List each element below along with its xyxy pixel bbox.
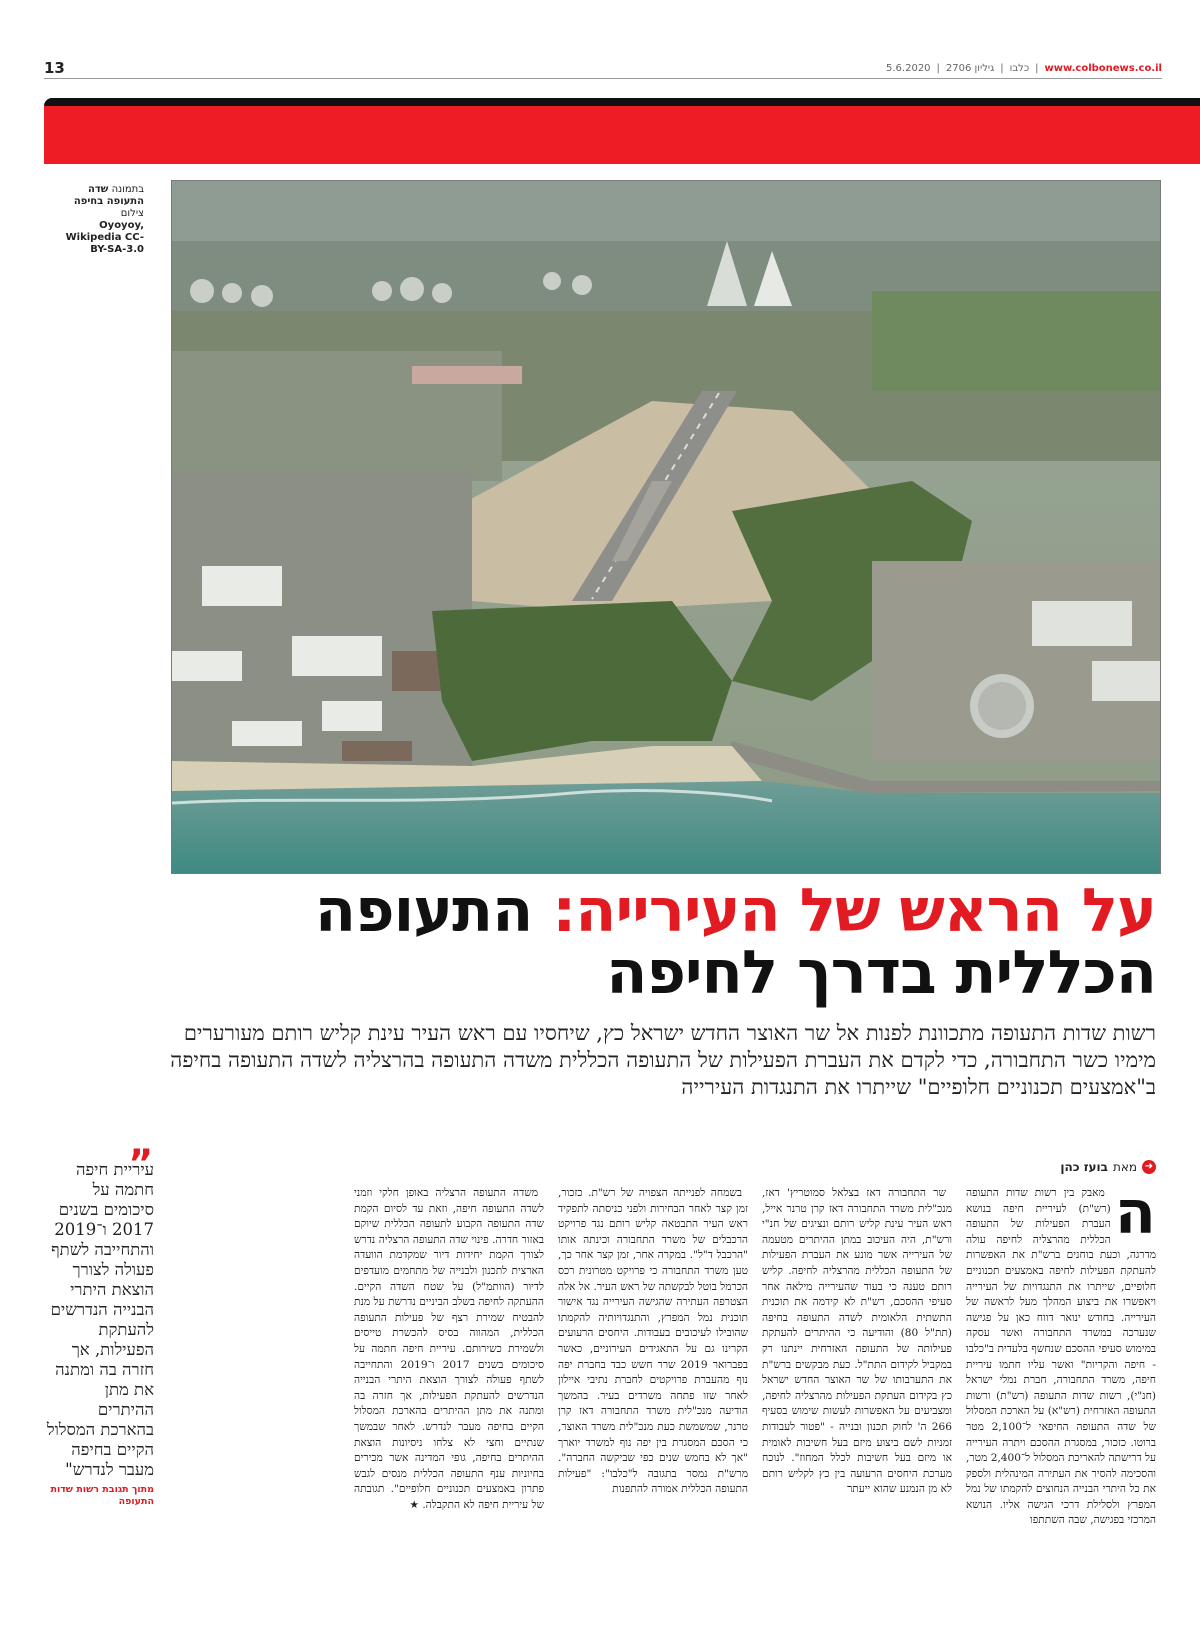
- article-text: שר התחבורה דאז בצלאל סמוטריץ' דאז, מנכ"לית משרד התחבורה דאז קרן טרנר אייל, ראש העיר עינת קליש רותם ונציגים של חנ"י ורש"ת, היה העיכוב במתן ההיתרים מטעמה של העירייה אשר מונע את העברת הפעילות של התעופה הכללית מהרצליה לחיפה. קליש רותם טענה כי בעוד שהעירייה מילאה אחר סעיפי ההסכם, רש"ת לא קידמה את תוכנית התשתית הלאומית לשדה התעופה בחיפה (תת"ל 80) והודיעה כי ההיתרים להעתקת פעילותה של התעופה האזרחית יינתנו רק במקביל לקידום התת"ל. כעת מבקשים ברש"ת את התערבותו של שר האוצר החדש ישראל כץ בקידום העתקת הפעילות מהרצליה לחיפה, ומצביעים על האפשרות לעשות שימוש בסעיף 266 ה' לחוק תכנון ובנייה - "פטור לעבודות זמניות לשם ביצוע מיזם בעל חשיבות לאומית או מיזם בעל חשיבות לכלל המחוז". לנוכח מערכת היחסים הרעועה בין כץ לקליש רותם לא מן הנמנע שהוא ייעתר: [762, 1187, 952, 1496]
- credit-subject: שדה התעופה בחיפה: [73, 184, 144, 207]
- byline-prefix: מאת: [1112, 1160, 1137, 1174]
- dropcap: ה: [1114, 1186, 1156, 1248]
- pullquote: [44, 1121, 154, 1508]
- article-text: מאבק בין רשות שדות התעופה (רש"ת) לעיריית חיפה בנושא העברת הפעילות של התעופה הכללית מהרצליה לחיפה עולה מדרגה, וכעת בוחנים ברש"ת את האפשרות להעתקת הפעילות לחיפה באמצעים תכנוניים חלופיים, שייתרו את התנגדויות של העירייה ויאפשרו את ביצוע המהלך מעל לראשה של העירייה. בחודש ינואר דווח כאן על פגישה שנערכה במשרד התחבורה ואשר עסקה במימוש סעיפי ההסכם שנחשף בלעדית ב"כלבו - חיפה והקריות" ואשר עליו חתמו עיריית חיפה, משרד התחבורה, חברת נמלי ישראל (חנ"י), רשות שדות התעופה (רש"ת) ורשות התעופה האזרחית (רש"א) על הארכת המסלול של שדה התעופה החיפאי ל־2,100 מטר ברוטו. כזכור, במסגרת ההסכם ויתרה העירייה על דרישתה להאריכת המסלול ל־2,400 מטר, והסכימה להסיר את העתירה המינהלית ולספק את כל היתרי הבנייה הנחוצים להקמתו של נמל המפרץ ולסלילת דרכי הגישה אליו. הנושא המרכזי בפגישה, שבה השתתפו: [966, 1187, 1156, 1527]
- credit-label: צילום: [120, 208, 144, 219]
- article-body: [146, 1186, 1156, 1616]
- site-link[interactable]: www.colbonews.co.il: [1044, 62, 1162, 74]
- black-band: [44, 98, 1200, 106]
- credit-author: Oyoyoy,: [99, 220, 144, 231]
- issue-number: גיליון 2706: [945, 62, 995, 74]
- photo-credit: [54, 184, 144, 256]
- byline-author: בועז כהן: [1060, 1160, 1108, 1174]
- headline-black-1: התעופה: [314, 876, 533, 946]
- article-column-2: [762, 1186, 952, 1616]
- article-column-4: [354, 1186, 544, 1616]
- article-column-3: [558, 1186, 748, 1616]
- pullquote-source: מתוך תגובת רשות שדות התעופה: [50, 1484, 154, 1507]
- headline: [156, 876, 1156, 1008]
- red-band: [44, 106, 1200, 164]
- headline-red: על הראש של העירייה:: [552, 876, 1156, 946]
- byline-arrow-icon: ➜: [1142, 1160, 1156, 1174]
- subhead: רשות שדות התעופה מתכוונת לפנות אל שר האוצר החדש ישראל כץ, שיחסיו עם ראש העיר עינת קליש רותם מעורערים מימיו כשר התחבורה, כדי לקדם את העברת הפעילות של התעופה הכללית משדה התעופה בהרצליה לשדה התעופה בחיפה ב"אמצעים תכנוניים חלופיים" שייתרו את התנגדות העירייה: [170, 1021, 1156, 1099]
- issue-date: 5.6.2020: [886, 62, 931, 74]
- credit-prefix: בתמונה: [111, 184, 144, 195]
- aerial-photo: [171, 180, 1161, 874]
- article-text: בשמחה לפנייתה הצפויה של רש"ת. כזכור, זמן קצר לאחר הבחירות ולפני כניסתה לתפקיד ראש העיר התבטאה קליש רותם נגד פרויקט הרכבלים של משרד התחבורה וכינתה אותו "הרכבל ד"ל". במקרה אחר, זמן קצר אחר כך, טען משרד התחבורה כי פרויקט מטרונית רכס הכרמל בוטל לבקשתה של ראש העיר. אל אלה הצטרפה העתירה שהגישה העירייה נגד אישור תוכנית נמל המפרץ, והתנגדויותיה להקמתו שהובילו לעיכובים בעבודות. היחסים הרעועים הקרינו גם על התאגידים העירוניים, כאשר בפברואר 2019 שרר חשש כבד בחברת יפה נוף מהעברת פרויקטים לחברת נתיבי איילון לאחר שזו פתחה משרדים בעיר. בהמשך הודיעה מנכ"לית משרד התחבורה דאז קרן טרנר, שמשמשת כעת מנכ"לית משרד האוצר, כי הסכם המסגרת בין יפה נוף למשרד יוארך "אך לא בחמש שנים כפי שביקשה החברה". מרש"ת נמסר בתגובה ל"כלבו": "פעילות התעופה הכללית אמורה להתפנות: [558, 1187, 748, 1496]
- pullquote-text: עיריית חיפה חתמה על סיכומים בשנים 2017 ו־2019 והתחייבה לשתף פעולה לצורך הוצאת היתרי הבנייה הנדרשים להעתקת הפעילות, אך חזרה בה ומתנה את מתן ההיתרים בהארכת המסלול הקיים בחיפה מעבר לנדרש": [46, 1160, 154, 1479]
- byline: [1060, 1160, 1156, 1174]
- headline-black-2: הכללית בדרך לחיפה: [606, 938, 1156, 1008]
- publication-name: כלבו: [1009, 62, 1030, 74]
- quote-mark-icon: „: [129, 1121, 154, 1165]
- page-header: [44, 58, 1162, 79]
- article-text: משדה התעופה הרצליה באופן חלקי וזמני לשדה התעופה חיפה, וזאת עד לסיום הקמת שדה התעופה הקבוע לתעופה הכללית שיוקם באזור חדרה. פינוי שדה התעופה הרצליה נדרש לצורך הקמת יחידות דיור שמקדמת הוועדה הארצית לתכנון ולבנייה של מתחמים מועדפים לדיור (הוותמ"ל) על שטח השדה הקיים. ההעתקה לחיפה בשלב הביניים נדרשת על מנת להבטיח שמירת רצף של פעילות התעופה הכללית, המהווה בסיס להכשרת טייסים ולשמירת כשירותם. עיריית חיפה חתמה על סיכומים בשנים 2017 ו־2019 והתחייבה לשתף פעולה לצורך הוצאת היתרי הבנייה הנדרשים להעתקת הפעילות, אך חזרה בה ומתנה את מתן ההיתרים בהארכת המסלול הקיים בחיפה מעבר לנדרש. לאחר שבמשך שנתיים וחצי לא צלחו ניסיונות הוצאת ההיתרים בחיפה, גופי המדינה אשר מכירים בחיוניות ענף התעופה הכללית מנסים לגבש פתרון באמצעים תכנוניים חלופיים". תגובתה של עיריית חיפה לא התקבלה. ★: [354, 1187, 544, 1511]
- article-column-1: [966, 1186, 1156, 1616]
- credit-license: Wikipedia CC-BY-SA-3.0: [65, 232, 144, 255]
- folio: www.colbonews.co.il | כלבו | גיליון 2706 | 5.6.2020: [886, 62, 1162, 74]
- page-number: 13: [44, 59, 65, 77]
